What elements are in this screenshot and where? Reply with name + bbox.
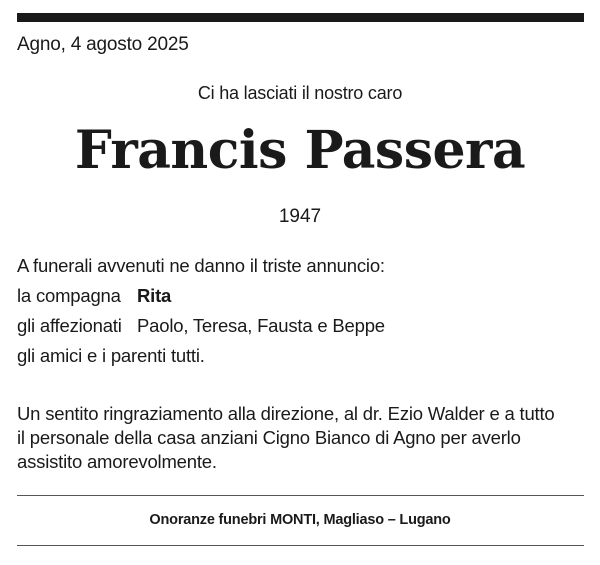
mourners-list — [17, 285, 385, 375]
mourner-row — [17, 345, 385, 375]
thanks-line: il personale della casa anziani Cigno Bianco di Agno per averlo — [17, 427, 521, 448]
funeral-home: Onoranze funebri MONTI, Magliaso – Lugano — [149, 512, 451, 528]
announcement-text: A funerali avvenuti ne danno il triste annuncio: — [17, 255, 385, 276]
mourner-row — [17, 315, 385, 345]
place-date: Agno, 4 agosto 2025 — [17, 34, 189, 55]
footer-divider-bottom — [17, 545, 584, 546]
thanks-paragraph — [17, 402, 584, 474]
mourner-relation: gli amici e i parenti tutti. — [17, 345, 205, 366]
top-rule — [17, 13, 584, 22]
mourner-row — [17, 285, 385, 315]
deceased-name: Francis Passera — [74, 120, 526, 181]
thanks-line: assistito amorevolmente. — [17, 451, 217, 472]
mourner-relation: la compagna — [17, 285, 121, 306]
footer-divider-top — [17, 495, 584, 496]
mourner-relation: gli affezionati — [17, 315, 122, 336]
birth-year: 1947 — [278, 206, 322, 227]
intro-text: Ci ha lasciati il nostro caro — [197, 83, 403, 103]
thanks-line: Un sentito ringraziamento alla direzione, al dr. Ezio Walder e a tutto — [17, 403, 555, 424]
mourner-names: Paolo, Teresa, Fausta e Beppe — [137, 315, 385, 336]
mourner-names: Rita — [137, 285, 172, 306]
